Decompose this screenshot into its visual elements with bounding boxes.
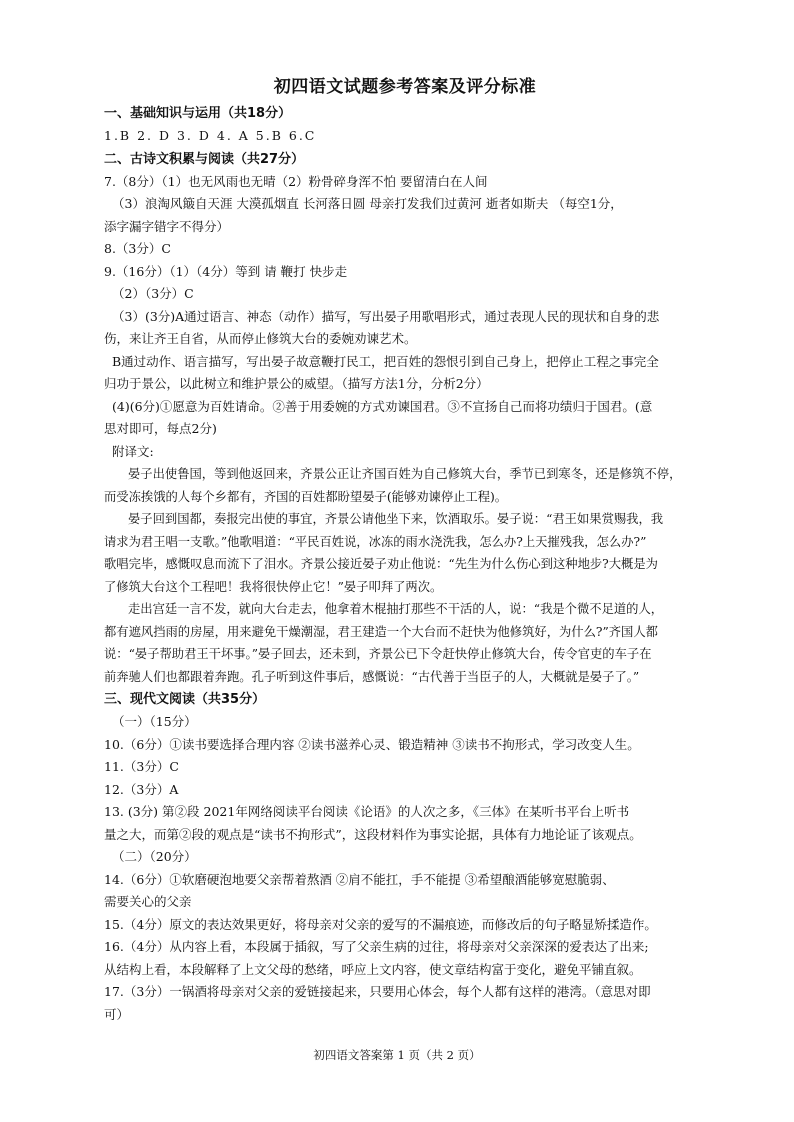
q9-line-3: （3）(3分)A通过语言、神态（动作）描写，写出晏子用歌唱形式，通过表现人民的现状和自身的悲 [112, 308, 660, 324]
q7-line-2: （3）浪淘风簸自天涯 大漠孤烟直 长河落日圆 母亲打发我们过黄河 逝者如斯夫 （每空1分， [112, 196, 623, 211]
translation-p1-line-1: 晏子出使鲁国，等到他返回来，齐景公正让齐国百姓为自己修筑大台，季节已到寒冬，还是修筑不停， [128, 467, 682, 481]
q9-line-8: 思对即可，每点2分) [104, 421, 217, 436]
translation-p3-line-1: 走出宫廷一言不发，就向大台走去，他拿着木棍抽打那些不干活的人，说：“我是个微不足道的人， [128, 602, 664, 616]
q16-line-1: 16.（4分）从内容上看，本段属于插叙，写了父亲生病的过往，将母亲对父亲深深的爱表达了出来; [104, 939, 649, 954]
q9-line-1: 9.（16分）（1）（4分）等到 请 鞭打 快步走 [104, 263, 348, 279]
q9-line-6: 归功于景公，以此树立和维护景公的威望。（描写方法1分，分析2分） [104, 376, 489, 391]
part-1-heading: （一）（15分） [112, 714, 197, 729]
translation-p3-line-2: 都有遮风挡雨的房屋，用来避免干燥潮湿，君王建造一个大台而不赶快为他修筑好，为什么?”齐国人都 [104, 624, 658, 639]
q16-line-2: 从结构上看，本段解释了上文父母的愁绪，呼应上文内容，使文章结构富于变化，避免平铺直叙。 [104, 961, 642, 977]
translation-label: 附译文: [112, 443, 154, 459]
q7-line-1: 7.（8分）（1）也无风雨也无晴（2）粉骨碎身浑不怕 要留清白在人间 [104, 173, 488, 189]
q9-line-7: (4)(6分)①愿意为百姓请命。②善于用委婉的方式劝谏国君。③不宣扬自己而将功绩归于国君。(意 [112, 398, 653, 414]
q9-line-5: B通过动作、语言描写，写出晏子故意鞭打民工，把百姓的怨恨引到自己身上，把停止工程之事完全 [112, 353, 659, 369]
q15-answer: 15.（4分）原文的表达效果更好，将母亲对父亲的爱写的不漏痕迹，而修改后的句子略显矫揉造作。 [104, 916, 657, 932]
part-2-heading: （二）（20分） [112, 849, 197, 864]
page-title: 初四语文试题参考答案及评分标准 [273, 77, 537, 97]
q9-line-2: （2）（3分）C [112, 286, 194, 301]
q13-line-2: 量之大，而第②段的观点是“读书不拘形式”，这段材料作为事实论据，具体有力地论证了该观点。 [104, 826, 642, 842]
translation-p1-line-2: 而受冻挨饿的人每个乡都有，齐国的百姓都盼望晏子(能够劝谏停止工程)。 [104, 489, 508, 504]
q11-answer: 11.（3分）C [104, 759, 179, 774]
q13-line-1: 13. (3分) 第②段 2021年网络阅读平台阅读《论语》的人次之多，《三体》在某听书平台上听书 [104, 804, 630, 819]
translation-p2-line-2: 请求为君王唱一支歌。”他歌唱道：“平民百姓说，冰冻的雨水浇洗我，怎么办?上天摧残我，怎么办?” [104, 534, 647, 549]
translation-p3-line-4: 前奔驰人们也都跟着奔跑。孔子听到这件事后，感慨说：“古代善于当臣子的人，大概就是晏子了。” [104, 669, 640, 684]
translation-p3-line-3: 说：“晏子帮助君王干坏事。”晏子回去，还未到，齐景公已下令赶快停止修筑大台，传令官吏的车子在 [104, 647, 652, 661]
section-1-answers: 1.B 2. D 3. D 4. A 5.B 6.C [104, 128, 317, 143]
q17-line-1: 17.（3分）一锅酒将母亲对父亲的爱链接起来，只要用心体会，每个人都有这样的港湾。（意思对即 [104, 984, 651, 999]
q7-line-3: 添字漏字错字不得分） [104, 218, 230, 234]
q9-line-4: 伤，来让齐王自省，从而停止修筑大台的委婉劝谏艺术。 [104, 331, 417, 346]
q8-answer: 8.（3分）C [104, 241, 171, 256]
translation-p2-line-4: 了修筑大台这个工程吧！我将很快停止它！”晏子叩拜了两次。 [104, 579, 443, 594]
page-footer: 初四语文答案第 1 页（共 2 页） [313, 1048, 481, 1062]
q10-answer: 10.（6分）①读书要选择合理内容 ②读书滋养心灵、锻造精神 ③读书不拘形式，学习改变人生。 [104, 736, 640, 752]
section-3-heading: 三、现代文阅读（共35分） [104, 692, 266, 707]
section-1-heading: 一、基础知识与运用（共18分） [104, 106, 292, 121]
translation-p2-line-3: 歌唱完毕，感慨叹息而流下了泪水。齐景公接近晏子劝止他说：“先生为什么伤心到这种地步?大概是为 [104, 557, 658, 571]
q17-line-2: 可） [104, 1006, 130, 1022]
q14-line-2: 需要关心的父亲 [104, 894, 192, 909]
section-2-heading: 二、古诗文积累与阅读（共27分） [104, 151, 305, 167]
translation-p2-line-1: 晏子回到国都，奏报完出使的事宜，齐景公请他坐下来，饮酒取乐。晏子说：“君王如果赏赐我，我 [128, 512, 664, 526]
q14-line-1: 14.（6分）①软磨硬泡地要父亲帮着熬酒 ②肩不能扛，手不能提 ③希望酿酒能够宽慰脆弱、 [104, 871, 615, 887]
q12-answer: 12.（3分）A [104, 781, 179, 797]
